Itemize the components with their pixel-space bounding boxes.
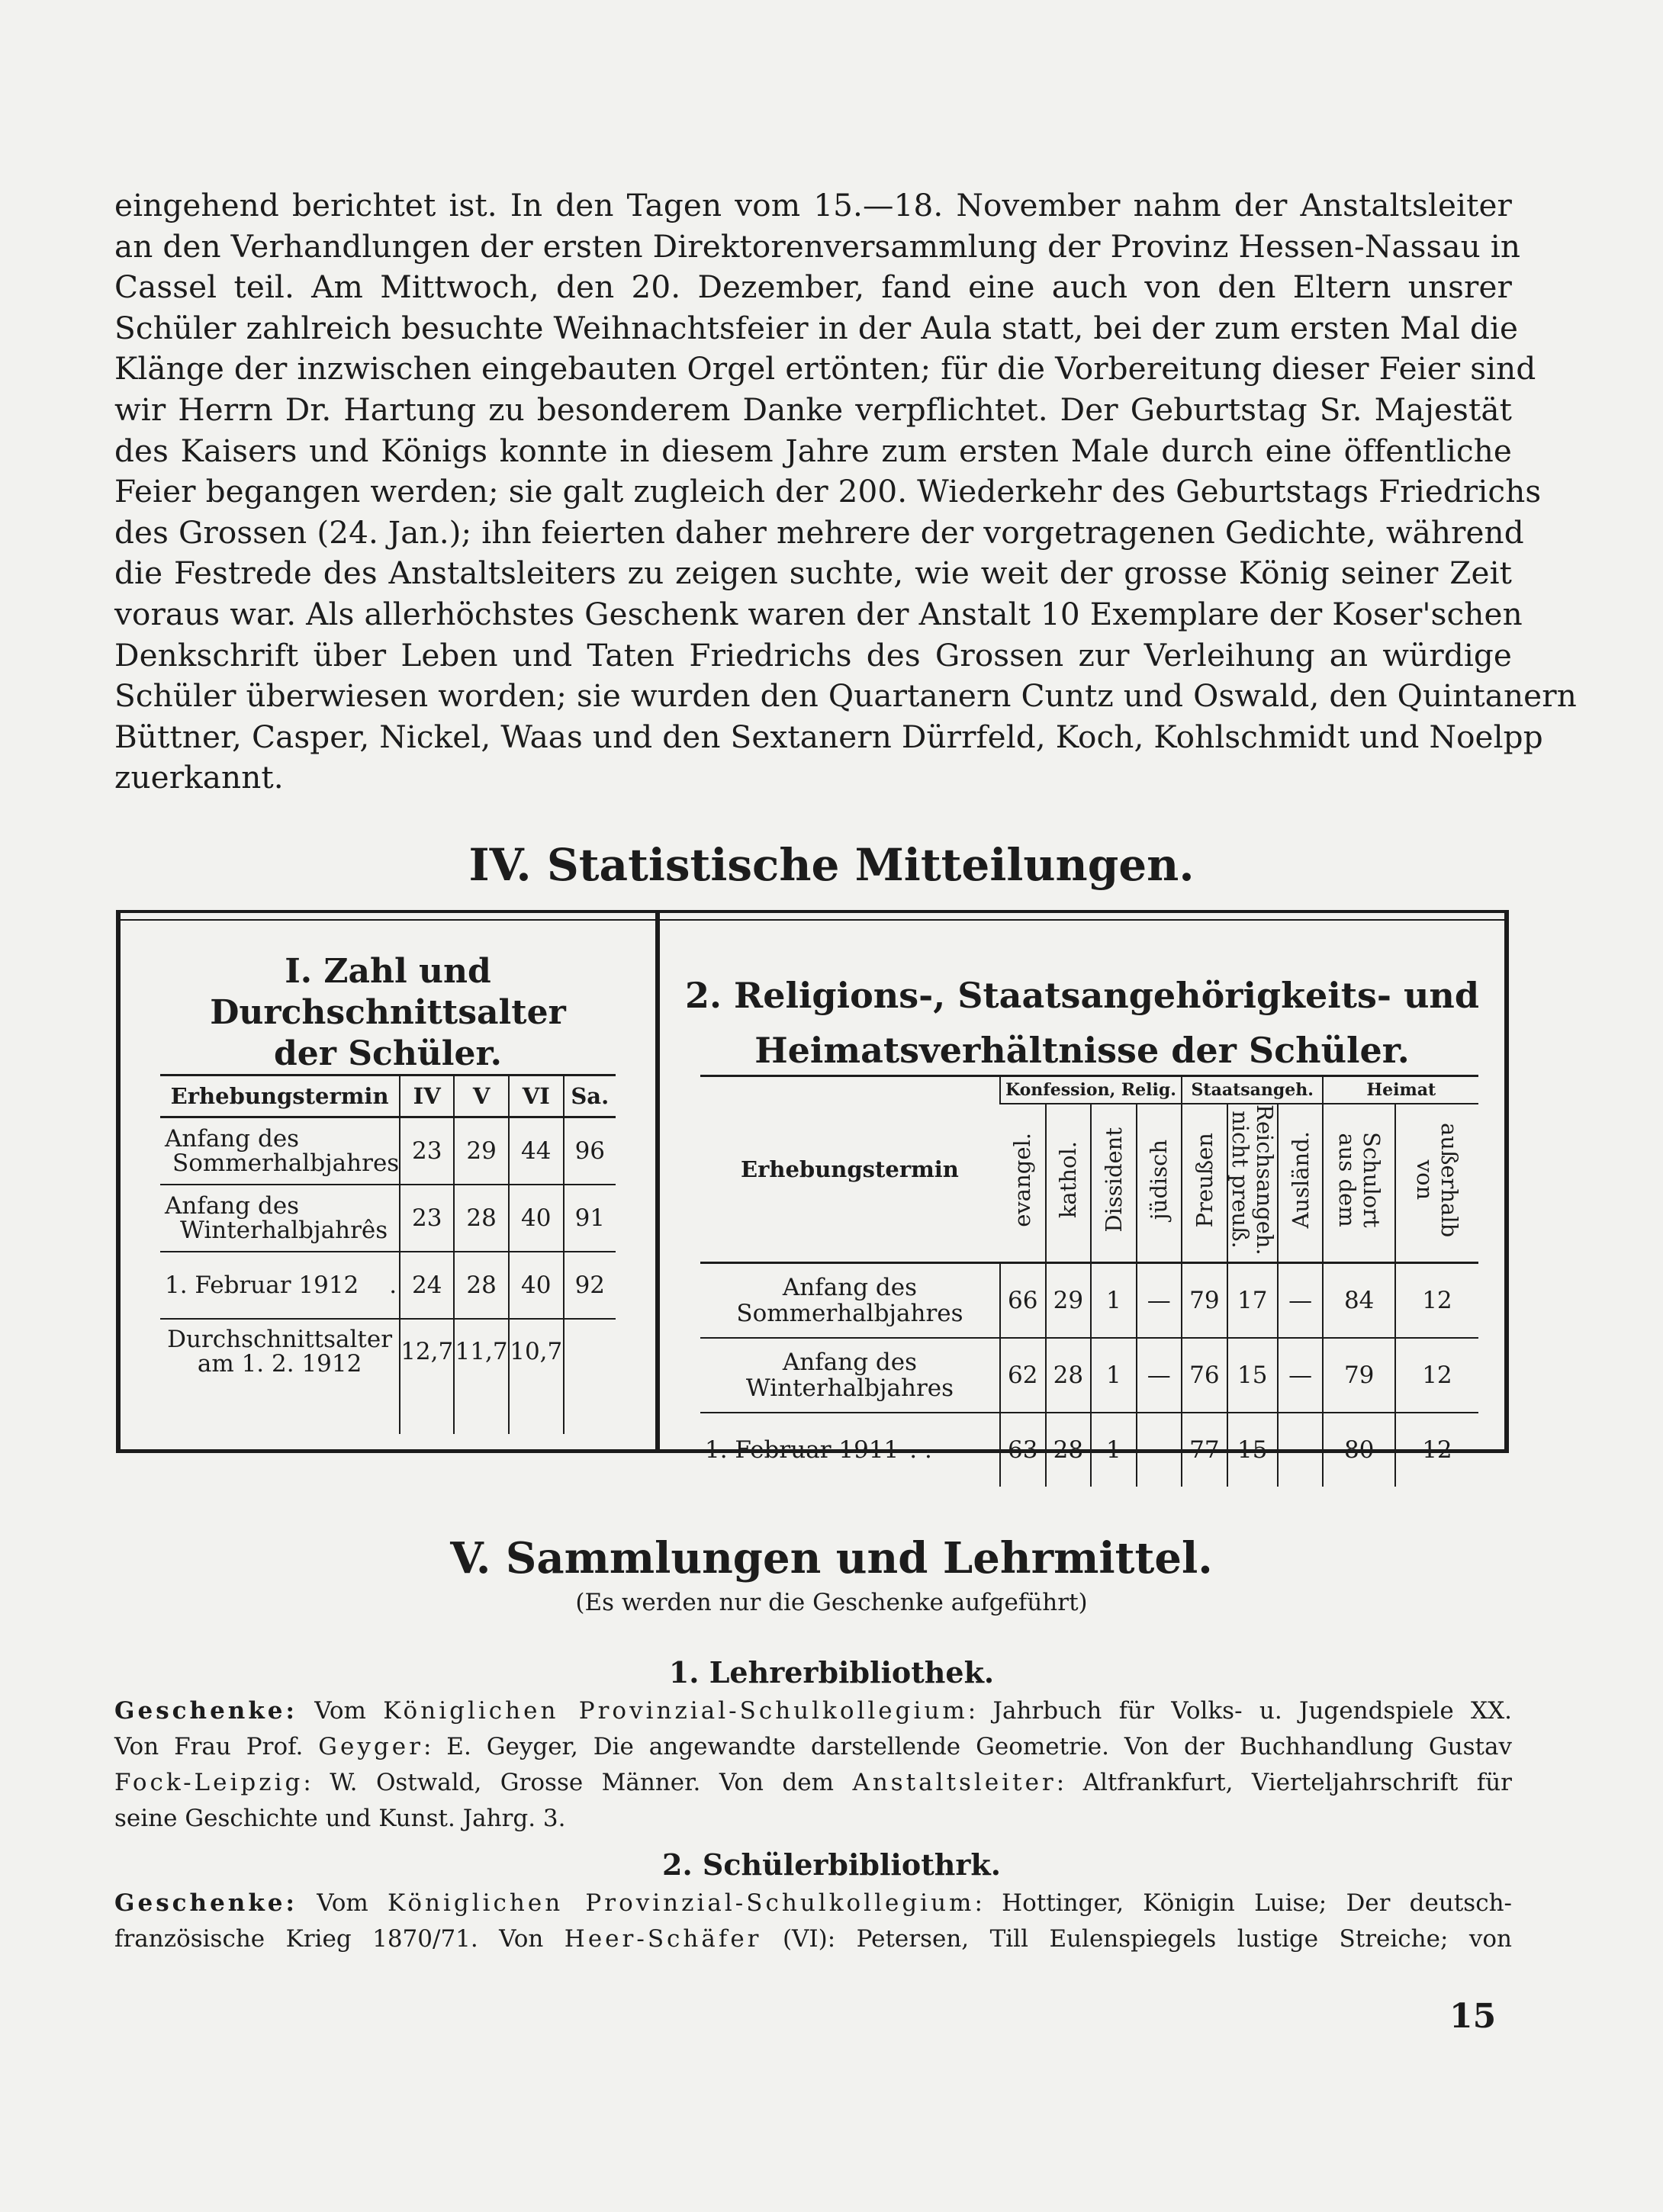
- column-header: Preußen: [1182, 1104, 1227, 1262]
- table-cell: 23: [400, 1117, 454, 1185]
- group-header: Staatsangeh.: [1182, 1076, 1323, 1104]
- column-header: Erhebungstermin: [160, 1075, 400, 1117]
- table-row: [160, 1252, 616, 1319]
- table-cell: 12: [1395, 1338, 1478, 1413]
- table-cell: 28: [1046, 1413, 1092, 1487]
- teacher-library-text: [114, 1693, 1512, 1837]
- table-cell: 15: [1227, 1338, 1278, 1413]
- table-cell: —: [1278, 1262, 1324, 1338]
- text-line: Geschenke: Vom Königlichen Provinzial-Schulkollegium: Hottinger, Königin Luise; Der deutsch-: [114, 1889, 1513, 1917]
- table-cell: 84: [1323, 1262, 1394, 1338]
- table-cell: 24: [400, 1252, 454, 1319]
- row-label: Anfang des Sommerhalbjahres: [160, 1117, 400, 1185]
- column-header: VI: [509, 1075, 564, 1117]
- column-header: Dissident: [1091, 1104, 1136, 1262]
- group-header: Konfession, Relig.: [1000, 1076, 1182, 1104]
- column-header: von außerhalb: [1395, 1104, 1478, 1262]
- body-line: an den Verhandlungen der ersten Direktorenversammlung der Provinz Hessen-Nassau in: [114, 227, 1521, 265]
- table1-title-line: I. Zahl und: [285, 952, 491, 991]
- table-cell: 96: [564, 1117, 616, 1185]
- collections-subheading: (Es werden nur die Geschenke aufgeführt): [575, 1589, 1088, 1616]
- text-line: Geschenke: Vom Königlichen Provinzial-Schulkollegium: Jahrbuch für Volks- u. Jugendspiele XX.: [114, 1697, 1513, 1725]
- body-line: Schüler überwiesen worden; sie wurden den Quartanern Cuntz und Oswald, den Quintanern: [114, 677, 1577, 715]
- column-header: IV: [400, 1075, 454, 1117]
- statistics-heading: IV. Statistische Mitteilungen.: [468, 839, 1195, 891]
- body-line: zuerkannt.: [114, 759, 284, 796]
- table-cell: 28: [454, 1252, 509, 1319]
- column-header: aus dem Schulort: [1323, 1104, 1394, 1262]
- frame-rule: [121, 919, 1504, 921]
- body-line: die Festrede des Anstaltsleiters zu zeigen suchte, wie weit der grosse König seiner Zeit: [114, 555, 1512, 592]
- table1-title-line: der Schüler.: [274, 1034, 502, 1073]
- body-line: Büttner, Casper, Nickel, Waas und den Sextanern Dürrfeld, Koch, Kohlschmidt und Noelpp: [114, 718, 1543, 755]
- table-cell: 12: [1395, 1262, 1478, 1338]
- column-header: V: [454, 1075, 509, 1117]
- text-line: Von Frau Prof. Geyger: E. Geyger, Die angewandte darstellende Geometrie. Von der Buchhandlung Gustav: [114, 1733, 1512, 1760]
- student-library-heading: 2. Schülerbibliothrk.: [662, 1847, 1001, 1882]
- row-label: 1. Februar 1911 . .: [705, 1436, 932, 1464]
- table-cell: 28: [1046, 1338, 1092, 1413]
- row-label: Anfang des Winterhalbjahres: [700, 1338, 1000, 1413]
- table-cell: 28: [454, 1185, 509, 1252]
- table-cell: 76: [1182, 1338, 1227, 1413]
- table-row: [160, 1185, 616, 1252]
- row-header: Erhebungstermin: [700, 1076, 1000, 1263]
- row-label: Anfang des Winterhalbjahrês: [160, 1185, 400, 1252]
- column-header: kathol.: [1046, 1104, 1092, 1262]
- body-line: des Grossen (24. Jan.); ihn feierten daher mehrere der vorgetragenen Gedichte, während: [114, 513, 1524, 551]
- table-cell: 40: [509, 1185, 564, 1252]
- body-paragraph: [114, 185, 1577, 799]
- table-cell: —: [1137, 1413, 1182, 1487]
- table-cell: 10,7: [509, 1319, 564, 1434]
- table-cell: —: [1278, 1413, 1324, 1487]
- table-cell: 29: [1046, 1262, 1092, 1338]
- row-label: Durchschnittsalter am 1. 2. 1912: [167, 1326, 393, 1378]
- table-cell: 40: [509, 1252, 564, 1319]
- table1-title-line: Durchschnittsalter: [210, 993, 566, 1032]
- table-row: [700, 1413, 1478, 1487]
- table-cell: 91: [564, 1185, 616, 1252]
- table2-title-line: 2. Religions-, Staatsangehörigkeits- und: [684, 975, 1480, 1016]
- row-label: Anfang des Sommerhalbjahres: [700, 1262, 1000, 1338]
- column-header: nicht preuß. Reichsangeh.: [1227, 1104, 1278, 1262]
- table-group-row: [700, 1076, 1478, 1104]
- table2-title-line: Heimatsverhältnisse der Schüler.: [754, 1030, 1410, 1071]
- table1-title: [121, 951, 655, 1075]
- body-line: voraus war. Als allerhöchstes Geschenk waren der Anstalt 10 Exemplare der Koser'schen: [114, 595, 1523, 632]
- table-cell: 11,7: [454, 1319, 509, 1434]
- column-header: Ausländ.: [1278, 1104, 1324, 1262]
- table-cell: —: [1137, 1262, 1182, 1338]
- table-cell: 12: [1395, 1413, 1478, 1487]
- body-line: Feier begangen werden; sie galt zugleich der 200. Wiederkehr des Geburtstags Friedrichs: [114, 473, 1542, 510]
- table-cell: 1: [1091, 1338, 1136, 1413]
- column-header: jüdisch: [1137, 1104, 1182, 1262]
- table-cell: 77: [1182, 1413, 1227, 1487]
- table-cell: 15: [1227, 1413, 1278, 1487]
- row-label: 1. Februar 1912 .: [160, 1252, 400, 1319]
- table-row: [700, 1262, 1478, 1338]
- table2-title: [660, 968, 1504, 1078]
- table-cell: 17: [1227, 1262, 1278, 1338]
- table-cell: 1: [1091, 1413, 1136, 1487]
- body-line: Denkschrift über Leben und Taten Friedrichs des Grossen zur Verleihung an würdige: [114, 636, 1512, 674]
- body-line: des Kaisers und Königs konnte in diesem Jahre zum ersten Male durch eine öffentliche: [114, 432, 1512, 469]
- table-row: [160, 1319, 616, 1434]
- body-line: Schüler zahlreich besuchte Weihnachtsfeier in der Aula statt, bei der zum ersten Mal die: [114, 309, 1519, 346]
- table-cell: 44: [509, 1117, 564, 1185]
- table-header-row: [160, 1075, 616, 1117]
- statistics-frame: [116, 910, 1509, 1464]
- table-cell: 62: [1000, 1338, 1046, 1413]
- table-cell: 63: [1000, 1413, 1046, 1487]
- teacher-library-heading: 1. Lehrerbibliothek.: [668, 1655, 995, 1690]
- table-cell: 12,7: [400, 1319, 454, 1434]
- body-line: Cassel teil. Am Mittwoch, den 20. Dezember, fand eine auch von den Eltern unsrer: [114, 268, 1512, 306]
- text-line: Fock-Leipzig: W. Ostwald, Grosse Männer. Von dem Anstaltsleiter: Altfrankfurt, Vierteljahrschrift für: [114, 1769, 1512, 1796]
- table-cell: [564, 1319, 616, 1434]
- table-cell: —: [1278, 1338, 1324, 1413]
- religion-nationality-table: [700, 1075, 1478, 1487]
- body-line: eingehend berichtet ist. In den Tagen vom 15.—18. November nahm der Anstaltsleiter: [114, 187, 1512, 223]
- table-cell: 79: [1182, 1262, 1227, 1338]
- text-line: seine Geschichte und Kunst. Jahrg. 3.: [114, 1805, 566, 1832]
- text-line: französische Krieg 1870/71. Von Heer-Schäfer (VI): Petersen, Till Eulenspiegels lustige Streiche; von: [114, 1925, 1512, 1953]
- table-cell: 29: [454, 1117, 509, 1185]
- collections-heading: V. Sammlungen und Lehrmittel.: [450, 1533, 1213, 1583]
- student-library-text: [114, 1886, 1512, 1957]
- page-number: 15: [1449, 1997, 1497, 2036]
- table-cell: 80: [1323, 1413, 1394, 1487]
- body-line: Klänge der inzwischen eingebauten Orgel ertönten; für die Vorbereitung dieser Feier sind: [114, 350, 1536, 387]
- table-cell: —: [1137, 1338, 1182, 1413]
- table-cell: 66: [1000, 1262, 1046, 1338]
- column-header: Sa.: [564, 1075, 616, 1117]
- table-row: [700, 1338, 1478, 1413]
- table-cell: 79: [1323, 1338, 1394, 1413]
- group-header: Heimat: [1323, 1076, 1478, 1104]
- column-header: evangel.: [1000, 1104, 1046, 1262]
- student-count-table: [160, 1074, 616, 1434]
- table-cell: 23: [400, 1185, 454, 1252]
- table-row: [160, 1117, 616, 1185]
- table-cell: 1: [1091, 1262, 1136, 1338]
- body-line: wir Herrn Dr. Hartung zu besonderem Danke verpflichtet. Der Geburtstag Sr. Majestät: [114, 391, 1512, 428]
- table-cell: 92: [564, 1252, 616, 1319]
